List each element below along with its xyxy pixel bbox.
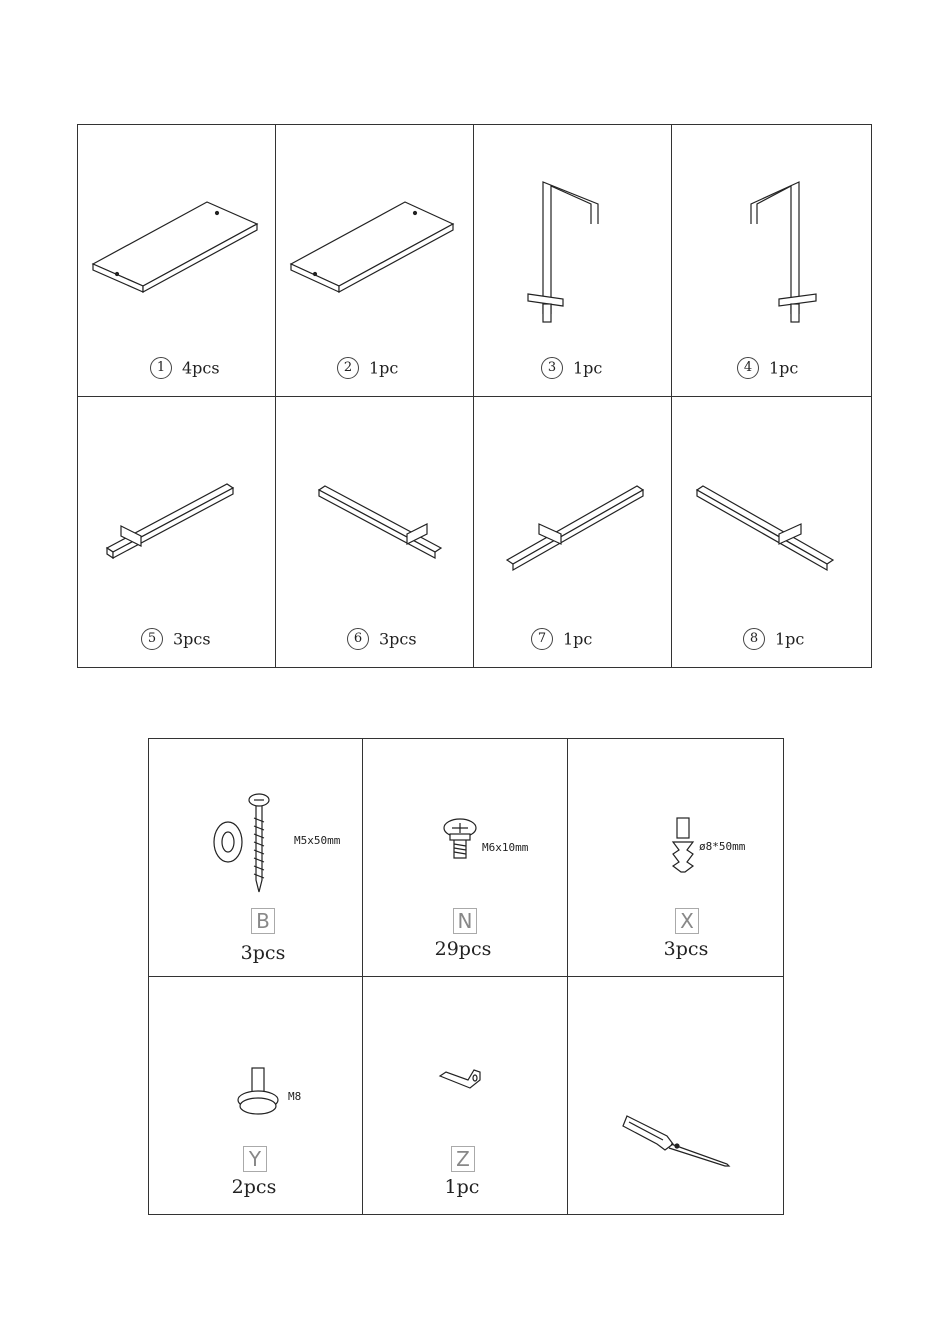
part-number: 8 bbox=[743, 628, 765, 650]
hardware-spec: M8 bbox=[288, 1090, 302, 1103]
part-number: 1 bbox=[150, 357, 172, 379]
shelf-panel-icon bbox=[77, 124, 275, 396]
wood-screw-icon bbox=[148, 738, 362, 976]
hardware-spec: ø8*50mm bbox=[699, 840, 746, 853]
hardware-cell-y bbox=[148, 976, 362, 1215]
part-label bbox=[150, 357, 220, 379]
hardware-letter: N bbox=[453, 908, 477, 934]
part-qty: 4pcs bbox=[182, 358, 220, 378]
frame-upright-icon bbox=[671, 124, 869, 396]
hardware-qty: 3pcs bbox=[663, 938, 709, 960]
part-cell-5 bbox=[77, 396, 275, 668]
part-number: 4 bbox=[737, 357, 759, 379]
part-cell-4 bbox=[671, 124, 869, 396]
hardware-qty: 29pcs bbox=[434, 938, 492, 960]
hardware-cell-z bbox=[362, 976, 567, 1215]
hardware-qty: 3pcs bbox=[240, 942, 286, 964]
part-qty: 3pcs bbox=[173, 629, 211, 649]
hardware-letter: X bbox=[675, 908, 699, 934]
hardware-cell-b bbox=[148, 738, 362, 976]
part-label bbox=[743, 628, 804, 650]
part-cell-3 bbox=[473, 124, 671, 396]
part-cell-7 bbox=[473, 396, 671, 668]
part-number: 3 bbox=[541, 357, 563, 379]
part-label bbox=[531, 628, 592, 650]
hardware-qty: 2pcs bbox=[231, 1176, 277, 1198]
part-cell-2 bbox=[275, 124, 473, 396]
hardware-qty: 1pc bbox=[444, 1176, 480, 1198]
hardware-spec: M5x50mm bbox=[294, 834, 341, 847]
part-cell-1 bbox=[77, 124, 275, 396]
hardware-spec: M6x10mm bbox=[482, 841, 529, 854]
screwdriver-icon bbox=[567, 976, 784, 1215]
frame-upright-icon bbox=[473, 124, 671, 396]
hardware-cell-n bbox=[362, 738, 567, 976]
part-qty: 1pc bbox=[573, 358, 603, 378]
hardware-cell-x bbox=[567, 738, 784, 976]
hardware-letter: Z bbox=[451, 1146, 475, 1172]
part-label bbox=[141, 628, 211, 650]
part-qty: 3pcs bbox=[379, 629, 417, 649]
part-label bbox=[541, 357, 602, 379]
part-qty: 1pc bbox=[769, 358, 799, 378]
part-label bbox=[347, 628, 417, 650]
part-cell-6 bbox=[275, 396, 473, 668]
part-qty: 1pc bbox=[775, 629, 805, 649]
part-number: 2 bbox=[337, 357, 359, 379]
shelf-panel-icon bbox=[275, 124, 473, 396]
part-number: 7 bbox=[531, 628, 553, 650]
part-qty: 1pc bbox=[563, 629, 593, 649]
part-number: 5 bbox=[141, 628, 163, 650]
hardware-cell-tool bbox=[567, 976, 784, 1215]
part-label bbox=[337, 357, 398, 379]
part-cell-8 bbox=[671, 396, 869, 668]
hardware-letter: B bbox=[251, 908, 275, 934]
part-label bbox=[737, 357, 798, 379]
part-number: 6 bbox=[347, 628, 369, 650]
hardware-letter: Y bbox=[243, 1146, 267, 1172]
part-qty: 1pc bbox=[369, 358, 399, 378]
